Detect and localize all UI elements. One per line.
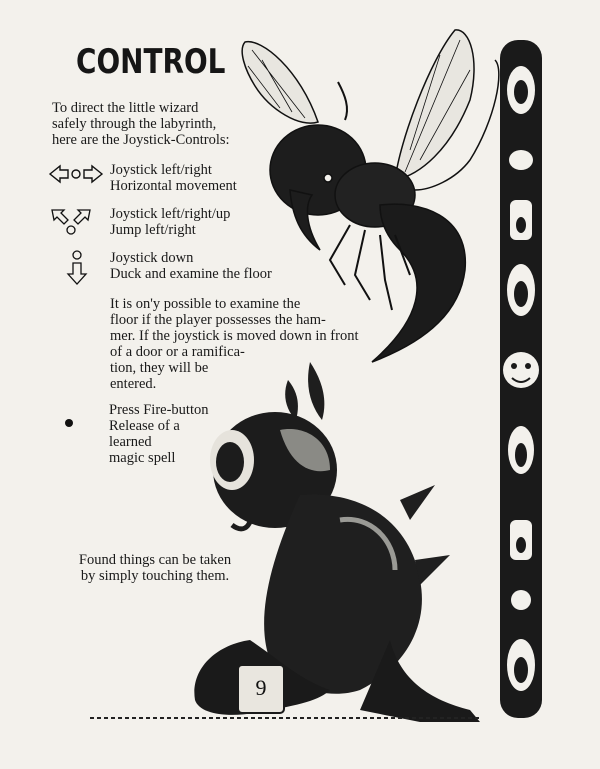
control-text — [110, 162, 237, 194]
note-line: floor if the player possesses the ham- — [110, 312, 326, 328]
control-row-jump — [48, 206, 288, 246]
intro-line: here are the Joystick-Controls: — [52, 132, 230, 148]
page-title: CONTROL — [76, 42, 226, 82]
control-text — [110, 250, 272, 282]
found-line: by simply touching them. — [80, 568, 230, 584]
control-description: Horizontal movement — [110, 178, 237, 194]
down-arrow-icon — [62, 250, 92, 286]
control-description: Duck and examine the floor — [110, 266, 272, 282]
control-row-duck — [48, 250, 288, 294]
intro-line: safely through the labyrinth, — [52, 116, 217, 132]
note-line: entered. — [110, 376, 157, 392]
control-label: Joystick left/right — [110, 162, 212, 178]
examine-floor-note — [110, 296, 360, 392]
intro-paragraph — [52, 100, 267, 148]
control-label: Press Fire-button — [109, 402, 209, 418]
found-things-note — [55, 552, 255, 584]
control-row-horizontal — [48, 162, 288, 202]
bullet-dot-icon — [65, 419, 73, 427]
control-label: Joystick down — [110, 250, 194, 266]
note-line: tion, they will be — [110, 360, 209, 376]
note-line: of a door or a ramifica- — [110, 344, 245, 360]
left-right-arrows-icon — [48, 162, 104, 186]
control-text — [110, 206, 230, 238]
control-description: learned — [109, 434, 152, 450]
control-text — [109, 402, 208, 466]
control-description: magic spell — [109, 450, 176, 466]
diagonal-up-arrows-icon — [48, 206, 94, 240]
note-line: It is on'y possible to examine the — [110, 296, 301, 312]
totem-column-illustration — [500, 40, 542, 718]
page-number: 9 — [255, 675, 267, 700]
control-description: Jump left/right — [110, 222, 196, 238]
control-description: Release of a — [109, 418, 180, 434]
control-label: Joystick left/right/up — [110, 206, 231, 222]
note-line: mer. If the joystick is moved down in front — [110, 328, 359, 344]
intro-line: To direct the little wizard — [52, 100, 199, 116]
found-line: Found things can be taken — [78, 552, 232, 568]
control-row-fire — [65, 402, 265, 472]
